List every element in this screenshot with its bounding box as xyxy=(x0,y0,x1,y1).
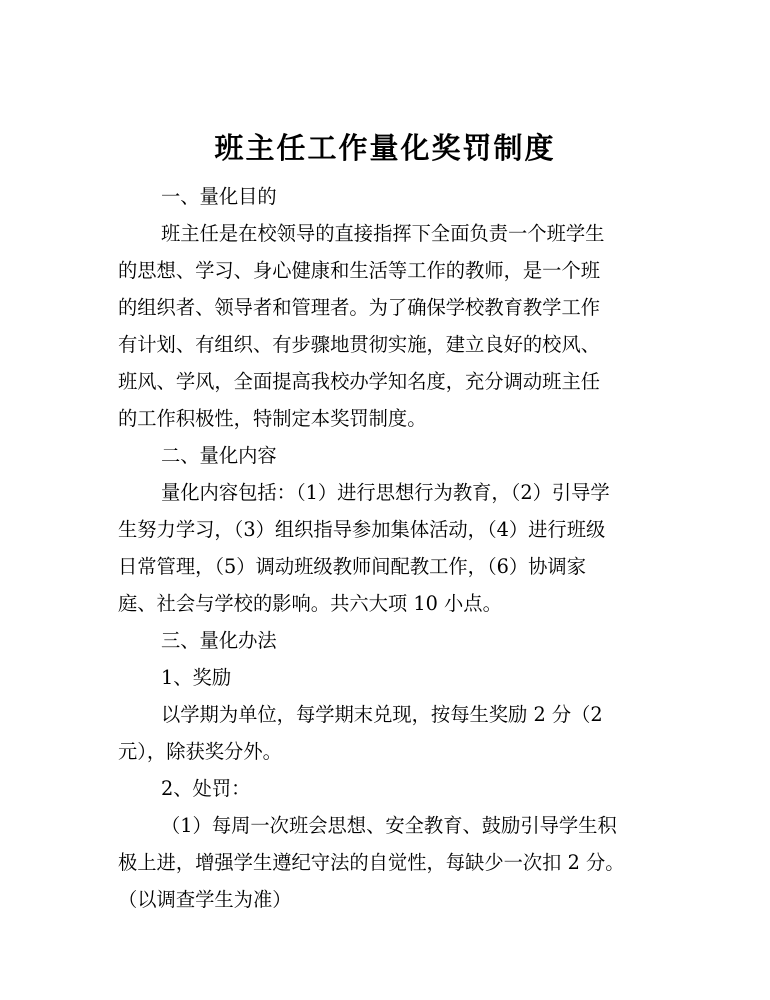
paragraph-line: 班风、学风，全面提高我校办学知名度，充分调动班主任 xyxy=(118,370,601,393)
paragraph-line: 元），除获奖分外。 xyxy=(118,740,282,763)
paragraph-line: 班主任是在校领导的直接指挥下全面负责一个班学生 xyxy=(161,222,605,245)
section-heading-method: 三、量化办法 xyxy=(161,629,277,652)
paragraph-line: 有计划、有组织、有步骤地贯彻实施，建立良好的校风、 xyxy=(118,333,601,356)
subsection-heading-reward: 1、奖励 xyxy=(161,666,232,689)
paragraph-line: 庭、社会与学校的影响。共六大项 10 小点。 xyxy=(118,592,502,615)
paragraph-line: 的工作积极性，特制定本奖罚制度。 xyxy=(118,407,427,430)
paragraph-line: 的思想、学习、身心健康和生活等工作的教师，是一个班 xyxy=(118,259,601,282)
section-heading-content: 二、量化内容 xyxy=(161,444,277,467)
paragraph-line: 的组织者、领导者和管理者。为了确保学校教育教学工作 xyxy=(118,296,601,319)
paragraph-line: 生努力学习，（3）组织指导参加集体活动，（4）进行班级 xyxy=(118,518,606,541)
paragraph-line: 极上进，增强学生遵纪守法的自觉性，每缺少一次扣 2 分。 xyxy=(118,851,625,874)
document-title: 班主任工作量化奖罚制度 xyxy=(214,131,556,165)
paragraph-line: （以调查学生为准） xyxy=(118,888,292,911)
paragraph-line: 日常管理，（5）调动班级教师间配教工作，（6）协调家 xyxy=(118,555,586,578)
paragraph-line: 量化内容包括：（1）进行思想行为教育，（2）引导学 xyxy=(161,481,610,504)
paragraph-line: 以学期为单位，每学期末兑现，按每生奖励 2 分（2 xyxy=(161,703,603,726)
paragraph-line: （1）每周一次班会思想、安全教育、鼓励引导学生积 xyxy=(161,814,617,837)
subsection-heading-penalty: 2、处罚： xyxy=(161,777,251,800)
section-heading-purpose: 一、量化目的 xyxy=(161,185,277,208)
